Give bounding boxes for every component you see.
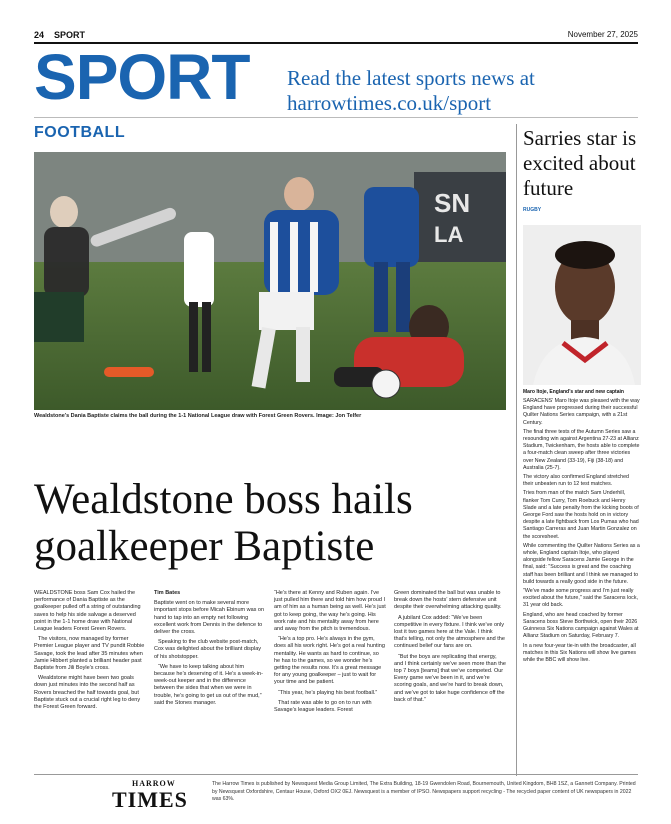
paragraph: That rate was able to go on to run with Savage’s league leaders. Forest <box>274 699 372 714</box>
paragraph: SARACENS’ Maro Itoje was pleased with the way England have progressed during their successful Quilter Nations Series campaign, with a 21st Century. <box>523 398 640 426</box>
section-label: SPORT <box>54 30 86 40</box>
match-photo <box>34 152 506 410</box>
imprint-text: The Harrow Times is published by Newsquest Media Group Limited, The Extra Building, 18-19 Gwendolen Road, Bournemouth, United Kingdom, BH8 1SZ, a Gannett Company. Printed by Newsquest Oxfordshire, Centaur House, Oxford OX2 0EJ. Newsquest is a member of IPSO. Newspapers support recycling - The recycled paper content of UK newspapers in 2022 was 63%. <box>212 781 636 802</box>
footer-logo: TIMES <box>112 787 188 812</box>
player-portrait <box>523 225 641 385</box>
svg-text:LA: LA <box>434 222 464 247</box>
section-kicker: FOOTBALL <box>34 124 126 141</box>
article-column-2 <box>154 590 266 717</box>
paragraph: Green dominated the ball but was unable to break down the hosts’ stern defensive unit despite their overwhelming attacking quality. <box>394 590 502 611</box>
article-column-1 <box>34 590 146 717</box>
photo-caption: Wealdstone’s Dania Baptiste claims the ball during the 1-1 National League draw with Forest Green Rovers. Image: Jon Telfer <box>34 413 362 419</box>
article-column-4 <box>394 590 506 717</box>
football-match-image <box>34 152 506 410</box>
byline: Tim Bates <box>154 590 181 596</box>
headline-line-1: Wealdstone boss hails <box>34 476 413 523</box>
sidebar-kicker: RUGBY <box>523 207 542 213</box>
promo-link[interactable]: harrowtimes.co.uk/sport <box>287 91 492 115</box>
paragraph: “We have to keep talking about him because he’s deserving of it. He’s a week-in-week-out keeper and in the difference between the sides that when we were in trouble, he’s going to get us out of the mud,” said the Stones manager. <box>154 663 263 706</box>
paragraph: England, who are head coached by former Saracens boss Steve Borthwick, open their 2026 Guinness Six Nations campaign against Wales at Allianz Stadium on Saturday, February 7. <box>523 611 639 640</box>
paragraph: Baptiste went on to make several more important stops before Micah Ebinum was on hand to tap into an empty net following excellent work from Dennis in the defence to deliver the cross. <box>154 600 265 636</box>
paragraph: “This year, he’s playing his best football.” <box>278 689 378 696</box>
issue-date: November 27, 2025 <box>567 30 638 39</box>
paragraph: While commenting the Quilter Nations Series as a whole, England captain Itoje, who played alongside fellow Saracens Jamie George in the final, said: "Success is great and the coaching staff has been brilliant and I think we managed to build towards a really good side in the future. <box>523 542 640 585</box>
svg-text:SN: SN <box>434 188 471 218</box>
paragraph: The victory also confirmed England stretched their unbeaten run to 12 test matches. <box>523 474 629 488</box>
footer-logo-top: HARROW <box>132 779 176 788</box>
page-number: 24 <box>34 30 45 40</box>
sidebar-headline: Sarries star is excited about future <box>523 126 637 200</box>
section-title: SPORT <box>34 41 250 113</box>
paragraph: In a new four-year tie-in with the broadcaster, all matches in this Six Nations will show live games while the BBC will show live. <box>523 642 637 663</box>
paragraph: “He’s a top pro. He’s always in the gym, does all his work right. He’s got a real hunting mentality. He wants as hard to continue, so he has to the games, so we wonder he’s getting the results now. It’s a great message for any young goalkeeper – just to wait for your time and be patient. <box>274 636 385 686</box>
headline-line-2: goalkeeper Baptiste <box>34 523 375 570</box>
promo-line-1: Read the latest sports news at <box>287 66 535 90</box>
article-column-3 <box>274 590 386 717</box>
article-headline <box>34 476 506 570</box>
paragraph: The visitors, now managed by former Premier League player and TV pundit Robbie Savage, took the lead after 35 minutes when Jamie Hibbert planted a brilliant header past Baptiste from Jili Boyle’s cross. <box>34 636 145 672</box>
paragraph: WEALDSTONE boss Sam Cox hailed the performance of Dania Baptiste as the goalkeeper pulled off a string of outstanding saves to help his side salvage a deserved point in the 1-1 home draw with National League leaders Forest Green Rovers. <box>34 590 141 633</box>
masthead <box>34 41 638 118</box>
paragraph: Speaking to the club website post-match, Cox was delighted about the brilliant display of his shotstopper. <box>154 639 262 660</box>
paragraph: The final three tests of the Autumn Series saw a resounding win against Argentina 27-23 at Allianz Stadium, Twickenham, the hosts able to complete a four-match clean sweep after three victories over New Zealand (33-19), Fiji (38-18) and Australia (25-7). <box>523 428 640 471</box>
paragraph: Tries from man of the match Sam Underhill, flanker Tom Curry, Tom Roebuck and Henry Slade and a late penalty from the kicking boots of George Ford saw the hosts hold on in victory despite a late fightback from Los Pumas who had Santiago Carreras and Juan Martin Gonzalez on the scoresheet. <box>523 490 639 540</box>
sidebar-body <box>523 398 640 664</box>
paragraph: "We’ve made some progress and I’m just really excited about the future," said the Saracens lock, 31 year old back. <box>523 588 638 609</box>
paragraph: Wealdstone might have been two goals down just minutes into the second half as Rovers breached the half towards goal, but Baptiste stuck out a crucial right leg to deny the Forest Green forward. <box>34 675 141 711</box>
sidebar-story <box>516 124 640 776</box>
paragraph: A jubilant Cox added: “We’ve been competitive in every fixture. I think we’ve only lost it two games here at the Vale. I think that’s telling, not only the atmosphere and the continued belief our fans are on. <box>394 614 505 650</box>
article-body <box>34 590 506 717</box>
paragraph: “But the boys are replicating that energy, and I think certainly we’ve seen more than the top 7 boys [teams] that we’ve competed. Our Every game we’ve been in it, and we’re scoring goals, and we’re hard to break down, and we’ve got to take huge confidence off the back of that.” <box>394 653 506 703</box>
website-promo <box>287 66 535 116</box>
player-portrait-image <box>523 225 641 385</box>
sidebar-photo-caption: Maro Itoje, England’s star and new captain <box>523 389 624 395</box>
page-footer <box>34 774 638 814</box>
paragraph: “He’s there at Kenny and Ruben again. I’ve just pulled him there and told him how proud I am of him as a human being as well. He’s just got to keep going, the way he’s going. His work rate and his mentality away from here and away from the pitch is tremendous. <box>274 590 386 633</box>
